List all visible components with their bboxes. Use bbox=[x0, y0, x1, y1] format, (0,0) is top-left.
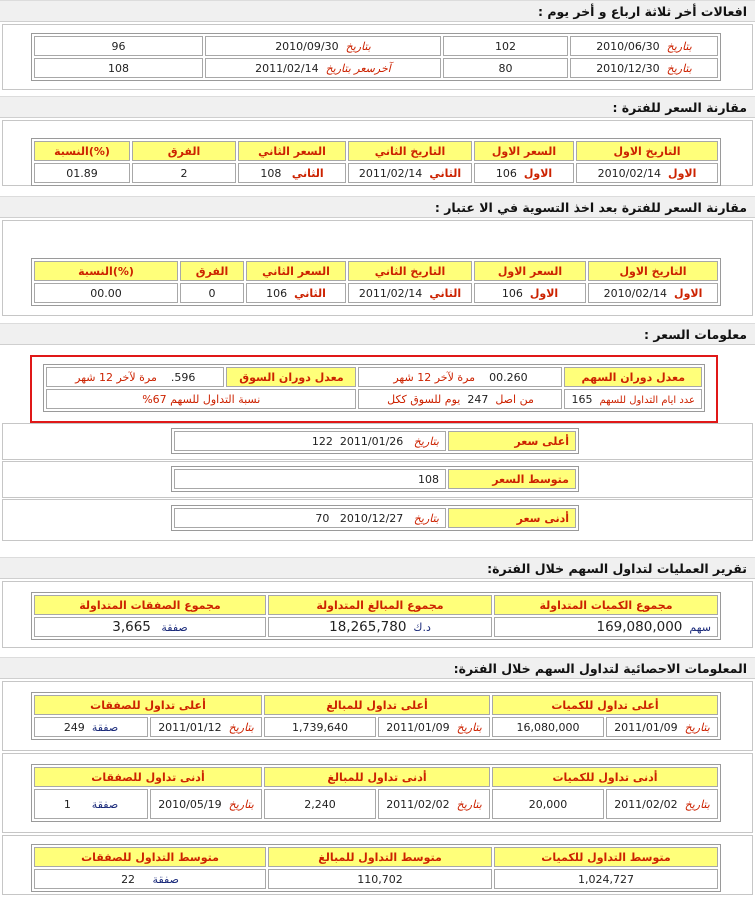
col-header: الفرق bbox=[132, 141, 236, 161]
max-val-date-cell: بتاريخ 2011/01/09 bbox=[378, 717, 490, 737]
low-price-cell: بتاريخ 2010/12/27 70 bbox=[174, 508, 446, 528]
comparison-panel bbox=[2, 120, 753, 186]
total-qty-cell: سهم 169,080,000 bbox=[494, 617, 718, 637]
avg-stats-panel bbox=[2, 835, 753, 895]
avg-qty-cell: 1,024,727 bbox=[494, 869, 718, 889]
operations-panel bbox=[2, 581, 753, 648]
section-header-quarters: افعالات أخر ثلاثة ارباع و أخر يوم : bbox=[0, 0, 755, 22]
table-row bbox=[34, 767, 718, 787]
total-days-cell: من اصل 247 يوم للسوق ككل bbox=[358, 389, 562, 409]
col-header: السعر الثاني bbox=[238, 141, 346, 161]
max-qty-date-cell: بتاريخ 2011/01/09 bbox=[606, 717, 718, 737]
avg-price-label: متوسط السعر bbox=[448, 469, 576, 489]
max-stats-table bbox=[31, 692, 721, 740]
col-header: التاريخ الاول bbox=[588, 261, 718, 281]
total-deals-cell: صفقة 3,665 bbox=[34, 617, 266, 637]
quarter-date-cell: بتاريخ 2010/09/30 bbox=[205, 36, 441, 56]
table-row bbox=[34, 141, 718, 161]
min-val-cell: 2,240 bbox=[264, 789, 376, 819]
last-price-date-cell: آخرسعر بتاريخ 2011/02/14 bbox=[205, 58, 441, 78]
table-row bbox=[34, 163, 718, 183]
table-row bbox=[34, 717, 718, 737]
col-header: متوسط التداول للكميات bbox=[494, 847, 718, 867]
min-deals-date-cell: بتاريخ 2010/05/19 bbox=[150, 789, 262, 819]
total-value-cell: د.ك 18,265,780 bbox=[268, 617, 492, 637]
second-price-cell: الثاني 108 bbox=[238, 163, 346, 183]
high-price-panel bbox=[2, 423, 753, 460]
table-row bbox=[34, 595, 718, 615]
col-header: أدنى تداول للمبالغ bbox=[264, 767, 490, 787]
max-deals-cell: صفقة 249 bbox=[34, 717, 148, 737]
diff-cell: 2 bbox=[132, 163, 236, 183]
trading-days-cell: عدد ايام التداول للسهم 165 bbox=[564, 389, 702, 409]
col-header: الفرق bbox=[180, 261, 244, 281]
quarters-panel bbox=[2, 24, 753, 90]
min-deals-cell: صفقة 1 bbox=[34, 789, 148, 819]
high-price-label: أعلى سعر bbox=[448, 431, 576, 451]
col-header: (%)النسبة bbox=[34, 261, 178, 281]
quarters-table bbox=[31, 33, 721, 81]
min-val-date-cell: بتاريخ 2011/02/02 bbox=[378, 789, 490, 819]
second-price-cell: الثاني 106 bbox=[246, 283, 346, 303]
table-row bbox=[34, 695, 718, 715]
col-header: التاريخ الثاني bbox=[348, 261, 472, 281]
first-price-cell: الاول 106 bbox=[474, 283, 586, 303]
col-header: مجموع المبالغ المتداولة bbox=[268, 595, 492, 615]
section-header-operations: تقرير العمليات لتداول السهم خلال الفترة: bbox=[0, 557, 755, 579]
avg-stats-table bbox=[31, 844, 721, 892]
comparison-table bbox=[31, 138, 721, 186]
ratio-cell: 00.00 bbox=[34, 283, 178, 303]
high-price-cell: بتاريخ 2011/01/26 122 bbox=[174, 431, 446, 451]
table-row bbox=[34, 847, 718, 867]
table-row bbox=[174, 508, 576, 528]
table-row bbox=[46, 367, 702, 387]
col-header: التاريخ الثاني bbox=[348, 141, 472, 161]
adjusted-table bbox=[31, 258, 721, 306]
market-turnover-label: معدل دوران السوق bbox=[226, 367, 356, 387]
turnover-panel bbox=[30, 355, 718, 423]
ratio-cell: 01.89 bbox=[34, 163, 130, 183]
col-header: أدنى تداول للصفقات bbox=[34, 767, 262, 787]
min-stats-table bbox=[31, 764, 721, 822]
table-row bbox=[174, 469, 576, 489]
col-header: (%)النسبة bbox=[34, 141, 130, 161]
first-date-cell: الاول 2010/02/14 bbox=[588, 283, 718, 303]
table-row bbox=[34, 283, 718, 303]
col-header: أعلى تداول للمبالغ bbox=[264, 695, 490, 715]
second-date-cell: الثاني 2011/02/14 bbox=[348, 283, 472, 303]
diff-cell: 0 bbox=[180, 283, 244, 303]
max-val-cell: 1,739,640 bbox=[264, 717, 376, 737]
table-row bbox=[34, 58, 718, 78]
avg-val-cell: 110,702 bbox=[268, 869, 492, 889]
avg-price-cell: 108 bbox=[174, 469, 446, 489]
section-header-statistics: المعلومات الاحصائية لتداول السهم خلال الفترة: bbox=[0, 657, 755, 679]
operations-table bbox=[31, 592, 721, 640]
second-date-cell: الثاني 2011/02/14 bbox=[348, 163, 472, 183]
table-row bbox=[34, 261, 718, 281]
table-row bbox=[34, 869, 718, 889]
share-turnover-label: معدل دوران السهم bbox=[564, 367, 702, 387]
col-header: السعر الثاني bbox=[246, 261, 346, 281]
max-qty-cell: 16,080,000 bbox=[492, 717, 604, 737]
first-date-cell: الاول 2010/02/14 bbox=[576, 163, 718, 183]
high-price-table bbox=[171, 428, 579, 454]
low-price-label: أدنى سعر bbox=[448, 508, 576, 528]
max-deals-date-cell: بتاريخ 2011/01/12 bbox=[150, 717, 262, 737]
col-header: مجموع الصفقات المتداولة bbox=[34, 595, 266, 615]
col-header: السعر الاول bbox=[474, 261, 586, 281]
col-header: متوسط التداول للمبالغ bbox=[268, 847, 492, 867]
last-price-value-cell: 108 bbox=[34, 58, 203, 78]
share-turnover-cell: 00.260 مرة لآخر 12 شهر bbox=[358, 367, 562, 387]
col-header: أعلى تداول للصفقات bbox=[34, 695, 262, 715]
col-header: التاريخ الاول bbox=[576, 141, 718, 161]
quarter-date-cell: بتاريخ 2010/06/30 bbox=[570, 36, 718, 56]
trading-ratio-cell: نسبة التداول للسهم 67% bbox=[46, 389, 356, 409]
max-stats-panel bbox=[2, 681, 753, 751]
col-header: مجموع الكميات المتداولة bbox=[494, 595, 718, 615]
min-qty-date-cell: بتاريخ 2011/02/02 bbox=[606, 789, 718, 819]
table-row bbox=[46, 389, 702, 409]
section-header-comparison: مقارنة السعر للفترة : bbox=[0, 96, 755, 118]
col-header: السعر الاول bbox=[474, 141, 574, 161]
table-row bbox=[34, 617, 718, 637]
low-price-panel bbox=[2, 499, 753, 541]
table-row bbox=[174, 431, 576, 451]
quarter-value-cell: 102 bbox=[443, 36, 568, 56]
avg-price-table bbox=[171, 466, 579, 492]
market-turnover-cell: 596. مرة لآخر 12 شهر bbox=[46, 367, 224, 387]
avg-price-panel bbox=[2, 461, 753, 498]
quarter-date-cell: بتاريخ 2010/12/30 bbox=[570, 58, 718, 78]
quarter-value-cell: 80 bbox=[443, 58, 568, 78]
table-row bbox=[34, 789, 718, 819]
min-stats-panel bbox=[2, 753, 753, 833]
quarter-value-cell: 96 bbox=[34, 36, 203, 56]
col-header: متوسط التداول للصفقات bbox=[34, 847, 266, 867]
section-header-adjusted: مقارنة السعر للفترة بعد اخذ التسوية في الا عتبار : bbox=[0, 196, 755, 218]
avg-deals-cell: صفقة 22 bbox=[34, 869, 266, 889]
turnover-table bbox=[43, 364, 705, 412]
first-price-cell: الاول 106 bbox=[474, 163, 574, 183]
col-header: أدنى تداول للكميات bbox=[492, 767, 718, 787]
low-price-table bbox=[171, 505, 579, 531]
table-row bbox=[34, 36, 718, 56]
min-qty-cell: 20,000 bbox=[492, 789, 604, 819]
adjusted-panel bbox=[2, 220, 753, 316]
col-header: أعلى تداول للكميات bbox=[492, 695, 718, 715]
section-header-price-info: معلومات السعر : bbox=[0, 323, 755, 345]
